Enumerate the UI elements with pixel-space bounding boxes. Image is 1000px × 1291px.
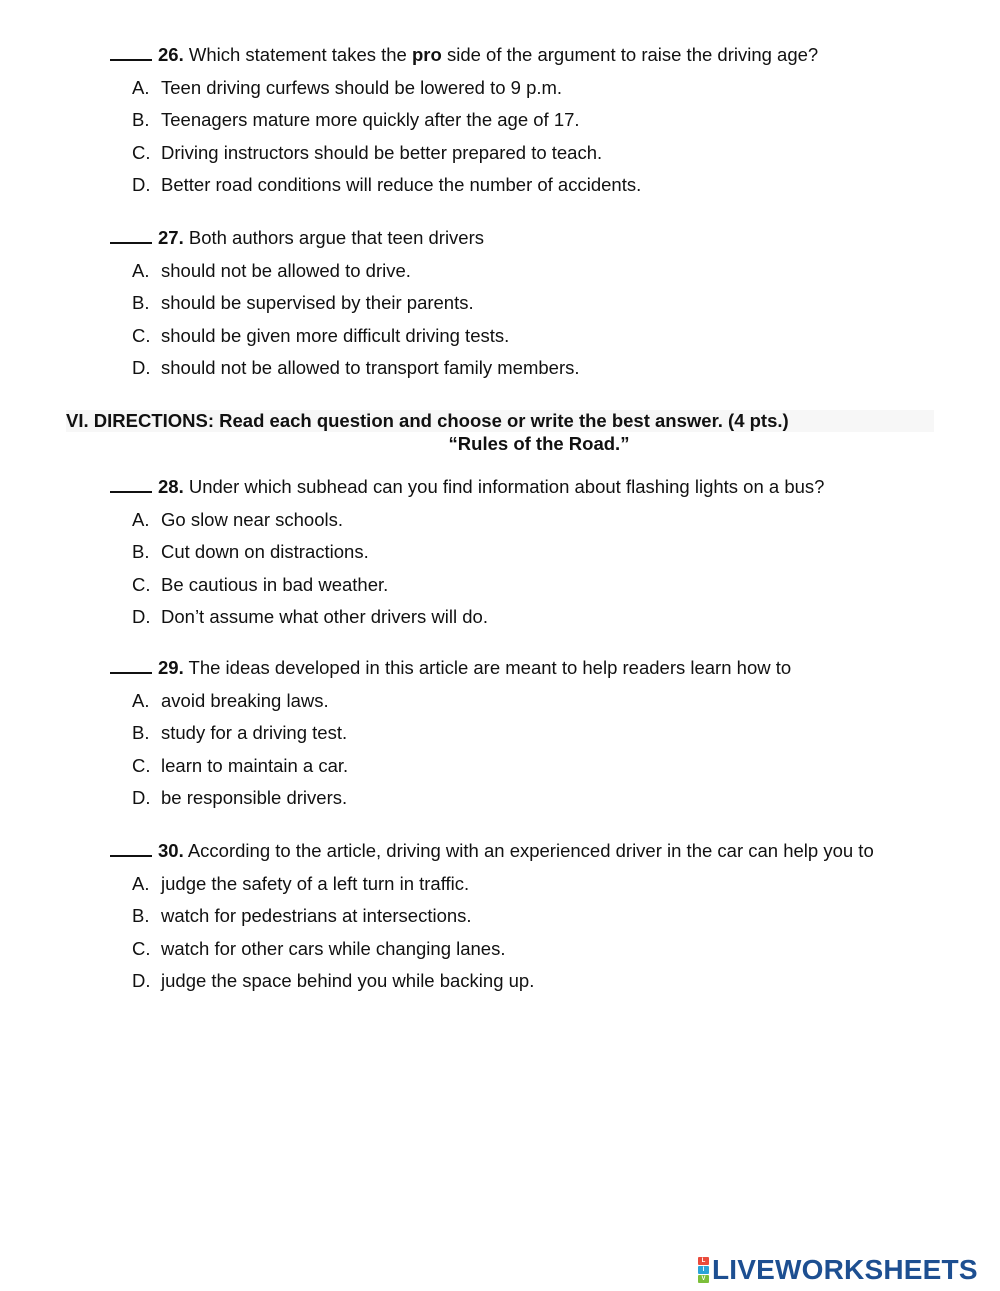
option-letter: C. (132, 937, 151, 959)
option-letter: B. (132, 541, 150, 562)
question-text: Which statement takes the (183, 44, 412, 65)
answer-blank[interactable] (110, 476, 152, 493)
question-text: The ideas developed in this article are meant to help readers learn how to (183, 657, 792, 678)
option-letter: A. (132, 259, 150, 281)
option-text: Driving instructors should be better prepared to teach. (161, 141, 603, 163)
question-text: side of the argument to raise the driving age? (441, 44, 819, 65)
answer-blank[interactable] (110, 657, 152, 674)
option-text: should not be allowed to drive. (161, 259, 411, 281)
option-letter: A. (132, 508, 150, 530)
option-letter: B. (132, 722, 150, 743)
question-number: 29. (158, 657, 184, 678)
option-letter: D. (132, 357, 151, 378)
option-letter: D. (132, 174, 151, 195)
question-number: 26. (158, 44, 184, 65)
option-letter: C. (132, 141, 151, 163)
question-27 (110, 226, 970, 380)
question-29 (110, 656, 970, 810)
option-letter: B. (132, 905, 150, 926)
answer-blank[interactable] (110, 44, 152, 61)
option-c (132, 324, 970, 348)
option-b (132, 291, 970, 315)
option-c (132, 141, 970, 165)
answer-blank[interactable] (110, 840, 152, 857)
option-letter: B. (132, 109, 150, 130)
option-letter: C. (132, 573, 151, 595)
option-d (132, 786, 970, 810)
answer-options (110, 689, 970, 811)
question-stem (110, 839, 970, 863)
question-28 (110, 475, 970, 629)
option-text: Cut down on distractions. (161, 541, 369, 562)
option-text: Don’t assume what other drivers will do. (161, 606, 488, 627)
option-a (132, 872, 970, 896)
option-text: watch for other cars while changing lanes. (161, 937, 506, 959)
option-text: watch for pedestrians at intersections. (161, 905, 472, 926)
option-text: Teen driving curfews should be lowered to 9 p.m. (161, 76, 563, 98)
option-text: judge the safety of a left turn in traffic. (161, 872, 470, 894)
option-text: should be given more difficult driving tests. (161, 324, 510, 346)
question-text-bold: pro (412, 44, 442, 65)
question-text: Both authors argue that teen drivers (183, 227, 485, 248)
answer-options (110, 508, 970, 630)
question-stem (110, 43, 970, 67)
option-a (132, 76, 970, 100)
answer-options (110, 259, 970, 381)
logo-block: I (698, 1266, 709, 1274)
option-a (132, 508, 970, 532)
option-letter: A. (132, 76, 150, 98)
section-subtitle: “Rules of the Road.” (448, 433, 630, 454)
option-a (132, 689, 970, 713)
question-text: According to the article, driving with an experienced driver in the car can help you to (183, 840, 874, 861)
option-d (132, 969, 970, 993)
option-text: Teenagers mature more quickly after the age of 17. (161, 109, 580, 130)
option-letter: A. (132, 689, 150, 711)
option-d (132, 356, 970, 380)
option-letter: A. (132, 872, 150, 894)
option-text: should be supervised by their parents. (161, 292, 474, 313)
option-d (132, 605, 970, 629)
answer-options (110, 76, 970, 198)
section-title: VI. DIRECTIONS: Read each question and choose or write the best answer. (4 pts.) (66, 410, 789, 431)
question-number: 27. (158, 227, 184, 248)
question-stem (110, 226, 970, 250)
answer-options (110, 872, 970, 994)
option-text: Be cautious in bad weather. (161, 573, 389, 595)
option-b (132, 108, 970, 132)
option-text: Go slow near schools. (161, 508, 344, 530)
option-text: learn to maintain a car. (161, 754, 349, 776)
option-text: be responsible drivers. (161, 787, 348, 808)
question-30 (110, 839, 970, 993)
option-letter: D. (132, 606, 151, 627)
logo-text: LIVEWORKSHEETS (712, 1254, 978, 1285)
option-c (132, 937, 970, 961)
question-text: Under which subhead can you find information about flashing lights on a bus? (183, 476, 825, 497)
option-b (132, 904, 970, 928)
option-a (132, 259, 970, 283)
option-text: judge the space behind you while backing up. (161, 970, 535, 991)
option-letter: B. (132, 292, 150, 313)
logo-block: V (698, 1275, 709, 1283)
option-text: avoid breaking laws. (161, 689, 329, 711)
question-26 (110, 43, 970, 197)
option-c (132, 573, 970, 597)
question-number: 28. (158, 476, 184, 497)
liveworksheets-logo[interactable] (698, 1256, 978, 1284)
question-number: 30. (158, 840, 184, 861)
option-letter: C. (132, 324, 151, 346)
option-d (132, 173, 970, 197)
option-text: should not be allowed to transport family members. (161, 357, 580, 378)
option-b (132, 721, 970, 745)
option-letter: D. (132, 787, 151, 808)
option-text: Better road conditions will reduce the number of accidents. (161, 174, 642, 195)
option-letter: D. (132, 970, 151, 991)
option-text: study for a driving test. (161, 722, 348, 743)
logo-block: L (698, 1257, 709, 1265)
answer-blank[interactable] (110, 227, 152, 244)
option-b (132, 540, 970, 564)
question-stem (110, 656, 970, 680)
question-stem (110, 475, 970, 499)
logo-mark-icon (698, 1257, 709, 1283)
option-c (132, 754, 970, 778)
option-letter: C. (132, 754, 151, 776)
